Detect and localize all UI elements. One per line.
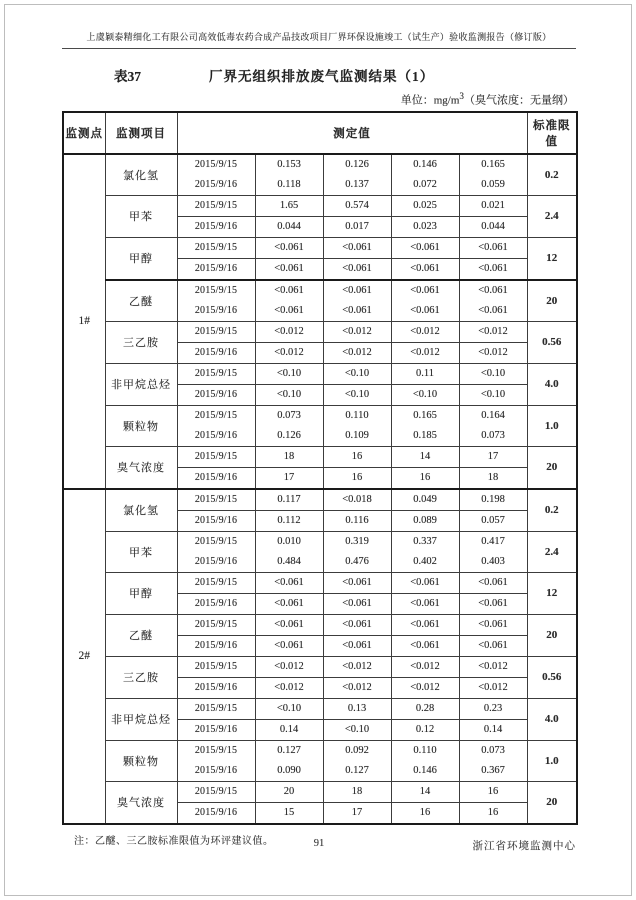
value-cell: <0.012 [323, 677, 391, 698]
standard-limit-cell: 0.56 [527, 321, 577, 363]
value-cell: <0.10 [323, 719, 391, 740]
value-cell: 0.025 [391, 195, 459, 216]
value-cell: <0.061 [255, 280, 323, 301]
value-cell: 0.072 [391, 175, 459, 196]
value-cell: <0.10 [391, 384, 459, 405]
value-cell: <0.012 [391, 342, 459, 363]
value-cell: 0.126 [323, 154, 391, 175]
value-cell: 0.402 [391, 552, 459, 573]
value-cell: 16 [323, 467, 391, 489]
value-cell: <0.012 [323, 342, 391, 363]
value-cell: <0.061 [323, 614, 391, 635]
date-cell: 2015/9/16 [177, 384, 255, 405]
header-monitoring-item: 监测项目 [105, 112, 177, 154]
value-cell: 0.017 [323, 216, 391, 237]
date-cell: 2015/9/15 [177, 572, 255, 593]
date-cell: 2015/9/16 [177, 216, 255, 237]
value-cell: <0.061 [323, 258, 391, 280]
value-cell: 18 [459, 467, 527, 489]
standard-limit-cell: 2.4 [527, 531, 577, 572]
value-cell: 0.023 [391, 216, 459, 237]
date-cell: 2015/9/15 [177, 446, 255, 467]
date-cell: 2015/9/15 [177, 154, 255, 175]
value-cell: 0.14 [459, 719, 527, 740]
value-cell: 16 [459, 802, 527, 824]
value-cell: <0.061 [323, 280, 391, 301]
value-cell: <0.10 [323, 363, 391, 384]
value-cell: 14 [391, 446, 459, 467]
date-cell: 2015/9/15 [177, 405, 255, 426]
value-cell: <0.061 [323, 237, 391, 258]
value-cell: <0.061 [391, 258, 459, 280]
date-cell: 2015/9/15 [177, 531, 255, 552]
value-cell: <0.012 [255, 677, 323, 698]
value-cell: 0.021 [459, 195, 527, 216]
value-cell: 0.092 [323, 740, 391, 761]
value-cell: <0.012 [255, 321, 323, 342]
standard-limit-cell: 1.0 [527, 405, 577, 446]
monitoring-item-cell: 非甲烷总烃 [105, 363, 177, 405]
value-cell: 0.476 [323, 552, 391, 573]
monitoring-item-cell: 氯化氢 [105, 154, 177, 196]
monitoring-item-cell: 乙醚 [105, 614, 177, 656]
value-cell: 0.165 [459, 154, 527, 175]
value-cell: 0.073 [255, 405, 323, 426]
header-standard-limit: 标准限值 [527, 112, 577, 154]
value-cell: 0.367 [459, 761, 527, 782]
standard-limit-cell: 4.0 [527, 698, 577, 740]
monitoring-point-cell: 1# [63, 154, 105, 489]
value-cell: <0.061 [459, 614, 527, 635]
value-cell: <0.061 [459, 635, 527, 656]
date-cell: 2015/9/16 [177, 426, 255, 447]
date-cell: 2015/9/15 [177, 237, 255, 258]
value-cell: 0.146 [391, 761, 459, 782]
header-measured-value: 测定值 [177, 112, 527, 154]
table-row [63, 405, 577, 426]
value-cell: <0.061 [459, 572, 527, 593]
value-cell: <0.061 [323, 635, 391, 656]
value-cell: 0.319 [323, 531, 391, 552]
value-cell: 0.112 [255, 510, 323, 531]
table-row [63, 321, 577, 342]
table-header-row [63, 112, 577, 154]
monitoring-item-cell: 乙醚 [105, 280, 177, 322]
value-cell: 0.165 [391, 405, 459, 426]
standard-limit-cell: 0.2 [527, 489, 577, 532]
value-cell: <0.061 [459, 301, 527, 322]
value-cell: 0.11 [391, 363, 459, 384]
date-cell: 2015/9/16 [177, 802, 255, 824]
table-row [63, 572, 577, 593]
value-cell: <0.10 [255, 698, 323, 719]
value-cell: <0.061 [323, 593, 391, 614]
date-cell: 2015/9/15 [177, 781, 255, 802]
value-cell: <0.012 [255, 342, 323, 363]
table-row [63, 531, 577, 552]
value-cell: 0.28 [391, 698, 459, 719]
value-cell: 15 [255, 802, 323, 824]
standard-limit-cell: 4.0 [527, 363, 577, 405]
table-row [63, 740, 577, 761]
table-row [63, 195, 577, 216]
value-cell: <0.061 [323, 572, 391, 593]
date-cell: 2015/9/16 [177, 258, 255, 280]
value-cell: 20 [255, 781, 323, 802]
monitoring-item-cell: 臭气浓度 [105, 446, 177, 489]
value-cell: <0.10 [255, 363, 323, 384]
value-cell: 0.044 [459, 216, 527, 237]
value-cell: 0.116 [323, 510, 391, 531]
value-cell: <0.061 [391, 593, 459, 614]
value-cell: 0.153 [255, 154, 323, 175]
standard-limit-cell: 2.4 [527, 195, 577, 237]
value-cell: <0.061 [255, 572, 323, 593]
value-cell: <0.061 [255, 258, 323, 280]
date-cell: 2015/9/15 [177, 321, 255, 342]
standard-limit-cell: 12 [527, 237, 577, 280]
standard-limit-cell: 20 [527, 614, 577, 656]
date-cell: 2015/9/16 [177, 342, 255, 363]
value-cell: 0.484 [255, 552, 323, 573]
value-cell: <0.012 [323, 656, 391, 677]
table-row [63, 614, 577, 635]
value-cell: 0.127 [255, 740, 323, 761]
date-cell: 2015/9/15 [177, 614, 255, 635]
value-cell: <0.10 [459, 363, 527, 384]
value-cell: <0.10 [323, 384, 391, 405]
date-cell: 2015/9/16 [177, 175, 255, 196]
value-cell: <0.012 [459, 677, 527, 698]
date-cell: 2015/9/15 [177, 195, 255, 216]
value-cell: 0.057 [459, 510, 527, 531]
value-cell: <0.018 [323, 489, 391, 511]
monitoring-results-table [62, 111, 578, 825]
value-cell: <0.012 [391, 656, 459, 677]
value-cell: 17 [323, 802, 391, 824]
date-cell: 2015/9/16 [177, 677, 255, 698]
value-cell: 0.044 [255, 216, 323, 237]
table-number: 表37 [114, 69, 141, 84]
value-cell: 0.073 [459, 426, 527, 447]
value-cell: <0.012 [323, 321, 391, 342]
table-caption [62, 65, 576, 85]
value-cell: 0.164 [459, 405, 527, 426]
footnote: 注：乙醚、三乙胺标准限值为环评建议值。 [74, 835, 274, 847]
value-cell: <0.061 [391, 614, 459, 635]
table-row [63, 781, 577, 802]
date-cell: 2015/9/15 [177, 363, 255, 384]
value-cell: <0.061 [391, 572, 459, 593]
value-cell: 0.089 [391, 510, 459, 531]
footer-organization: 浙江省环境监测中心 [472, 841, 576, 852]
value-cell: 0.185 [391, 426, 459, 447]
value-cell: 0.337 [391, 531, 459, 552]
monitoring-item-cell: 颗粒物 [105, 405, 177, 446]
value-cell: <0.012 [459, 342, 527, 363]
header-monitoring-point: 监测点 [63, 112, 105, 154]
date-cell: 2015/9/16 [177, 301, 255, 322]
value-cell: 0.118 [255, 175, 323, 196]
date-cell: 2015/9/15 [177, 656, 255, 677]
value-cell: <0.061 [323, 301, 391, 322]
date-cell: 2015/9/15 [177, 698, 255, 719]
value-cell: 0.090 [255, 761, 323, 782]
monitoring-item-cell: 非甲烷总烃 [105, 698, 177, 740]
value-cell: 16 [391, 467, 459, 489]
unit-prefix: 单位：mg/m [400, 94, 460, 107]
value-cell: 0.403 [459, 552, 527, 573]
value-cell: 0.073 [459, 740, 527, 761]
value-cell: 0.117 [255, 489, 323, 511]
value-cell: 0.059 [459, 175, 527, 196]
value-cell: <0.10 [255, 384, 323, 405]
value-cell: 17 [459, 446, 527, 467]
value-cell: <0.061 [255, 237, 323, 258]
value-cell: 0.417 [459, 531, 527, 552]
value-cell: <0.061 [255, 635, 323, 656]
value-cell: 0.109 [323, 426, 391, 447]
table-row [63, 489, 577, 511]
value-cell: 0.010 [255, 531, 323, 552]
value-cell: 14 [391, 781, 459, 802]
date-cell: 2015/9/16 [177, 593, 255, 614]
date-cell: 2015/9/16 [177, 761, 255, 782]
value-cell: 16 [391, 802, 459, 824]
value-cell: 16 [323, 446, 391, 467]
value-cell: <0.061 [391, 237, 459, 258]
value-cell: 0.049 [391, 489, 459, 511]
value-cell: <0.012 [459, 321, 527, 342]
value-cell: 0.198 [459, 489, 527, 511]
table-row [63, 237, 577, 258]
date-cell: 2015/9/16 [177, 510, 255, 531]
value-cell: 0.127 [323, 761, 391, 782]
monitoring-item-cell: 三乙胺 [105, 321, 177, 363]
date-cell: 2015/9/15 [177, 740, 255, 761]
value-cell: <0.061 [391, 635, 459, 656]
value-cell: <0.061 [459, 593, 527, 614]
value-cell: <0.061 [255, 301, 323, 322]
value-cell: 0.23 [459, 698, 527, 719]
value-cell: <0.061 [391, 301, 459, 322]
table-row [63, 363, 577, 384]
monitoring-item-cell: 臭气浓度 [105, 781, 177, 824]
table-row [63, 656, 577, 677]
date-cell: 2015/9/16 [177, 552, 255, 573]
page-number: 91 [313, 838, 325, 849]
standard-limit-cell: 20 [527, 781, 577, 824]
monitoring-item-cell: 甲苯 [105, 531, 177, 572]
value-cell: 1.65 [255, 195, 323, 216]
value-cell: <0.012 [255, 656, 323, 677]
value-cell: 0.146 [391, 154, 459, 175]
standard-limit-cell: 0.2 [527, 154, 577, 196]
value-cell: <0.061 [255, 614, 323, 635]
standard-limit-cell: 20 [527, 446, 577, 489]
table-title: 厂界无组织排放废气监测结果（1） [209, 69, 435, 84]
date-cell: 2015/9/16 [177, 719, 255, 740]
table-row [63, 280, 577, 301]
standard-limit-cell: 0.56 [527, 656, 577, 698]
table-row [63, 446, 577, 467]
standard-limit-cell: 1.0 [527, 740, 577, 781]
value-cell: <0.061 [459, 237, 527, 258]
value-cell: <0.012 [391, 677, 459, 698]
value-cell: 0.137 [323, 175, 391, 196]
value-cell: <0.061 [255, 593, 323, 614]
monitoring-item-cell: 甲醇 [105, 572, 177, 614]
value-cell: <0.061 [391, 280, 459, 301]
monitoring-item-cell: 颗粒物 [105, 740, 177, 781]
unit-suffix: （臭气浓度：无量纲） [464, 94, 574, 107]
value-cell: 0.14 [255, 719, 323, 740]
standard-limit-cell: 20 [527, 280, 577, 322]
value-cell: <0.012 [459, 656, 527, 677]
monitoring-item-cell: 甲醇 [105, 237, 177, 280]
standard-limit-cell: 12 [527, 572, 577, 614]
date-cell: 2015/9/16 [177, 467, 255, 489]
value-cell: 0.12 [391, 719, 459, 740]
monitoring-item-cell: 甲苯 [105, 195, 177, 237]
unit-superscript: 3 [459, 91, 464, 101]
monitoring-item-cell: 氯化氢 [105, 489, 177, 532]
date-cell: 2015/9/16 [177, 635, 255, 656]
value-cell: 0.574 [323, 195, 391, 216]
document-header-line: 上虞颖泰精细化工有限公司高效低毒农药合成产品技改项目厂界环保设施竣工（试生产）验收监测报告（修订版） [62, 30, 576, 49]
value-cell: 17 [255, 467, 323, 489]
value-cell: 16 [459, 781, 527, 802]
unit-note [62, 91, 574, 108]
value-cell: <0.012 [391, 321, 459, 342]
value-cell: <0.061 [459, 258, 527, 280]
value-cell: 0.13 [323, 698, 391, 719]
table-row [63, 154, 577, 175]
value-cell: <0.10 [459, 384, 527, 405]
date-cell: 2015/9/15 [177, 280, 255, 301]
value-cell: 18 [323, 781, 391, 802]
monitoring-point-cell: 2# [63, 489, 105, 824]
table-row [63, 698, 577, 719]
value-cell: 18 [255, 446, 323, 467]
date-cell: 2015/9/15 [177, 489, 255, 511]
value-cell: 0.110 [323, 405, 391, 426]
monitoring-item-cell: 三乙胺 [105, 656, 177, 698]
table-body [63, 154, 577, 824]
value-cell: 0.126 [255, 426, 323, 447]
value-cell: <0.061 [459, 280, 527, 301]
value-cell: 0.110 [391, 740, 459, 761]
